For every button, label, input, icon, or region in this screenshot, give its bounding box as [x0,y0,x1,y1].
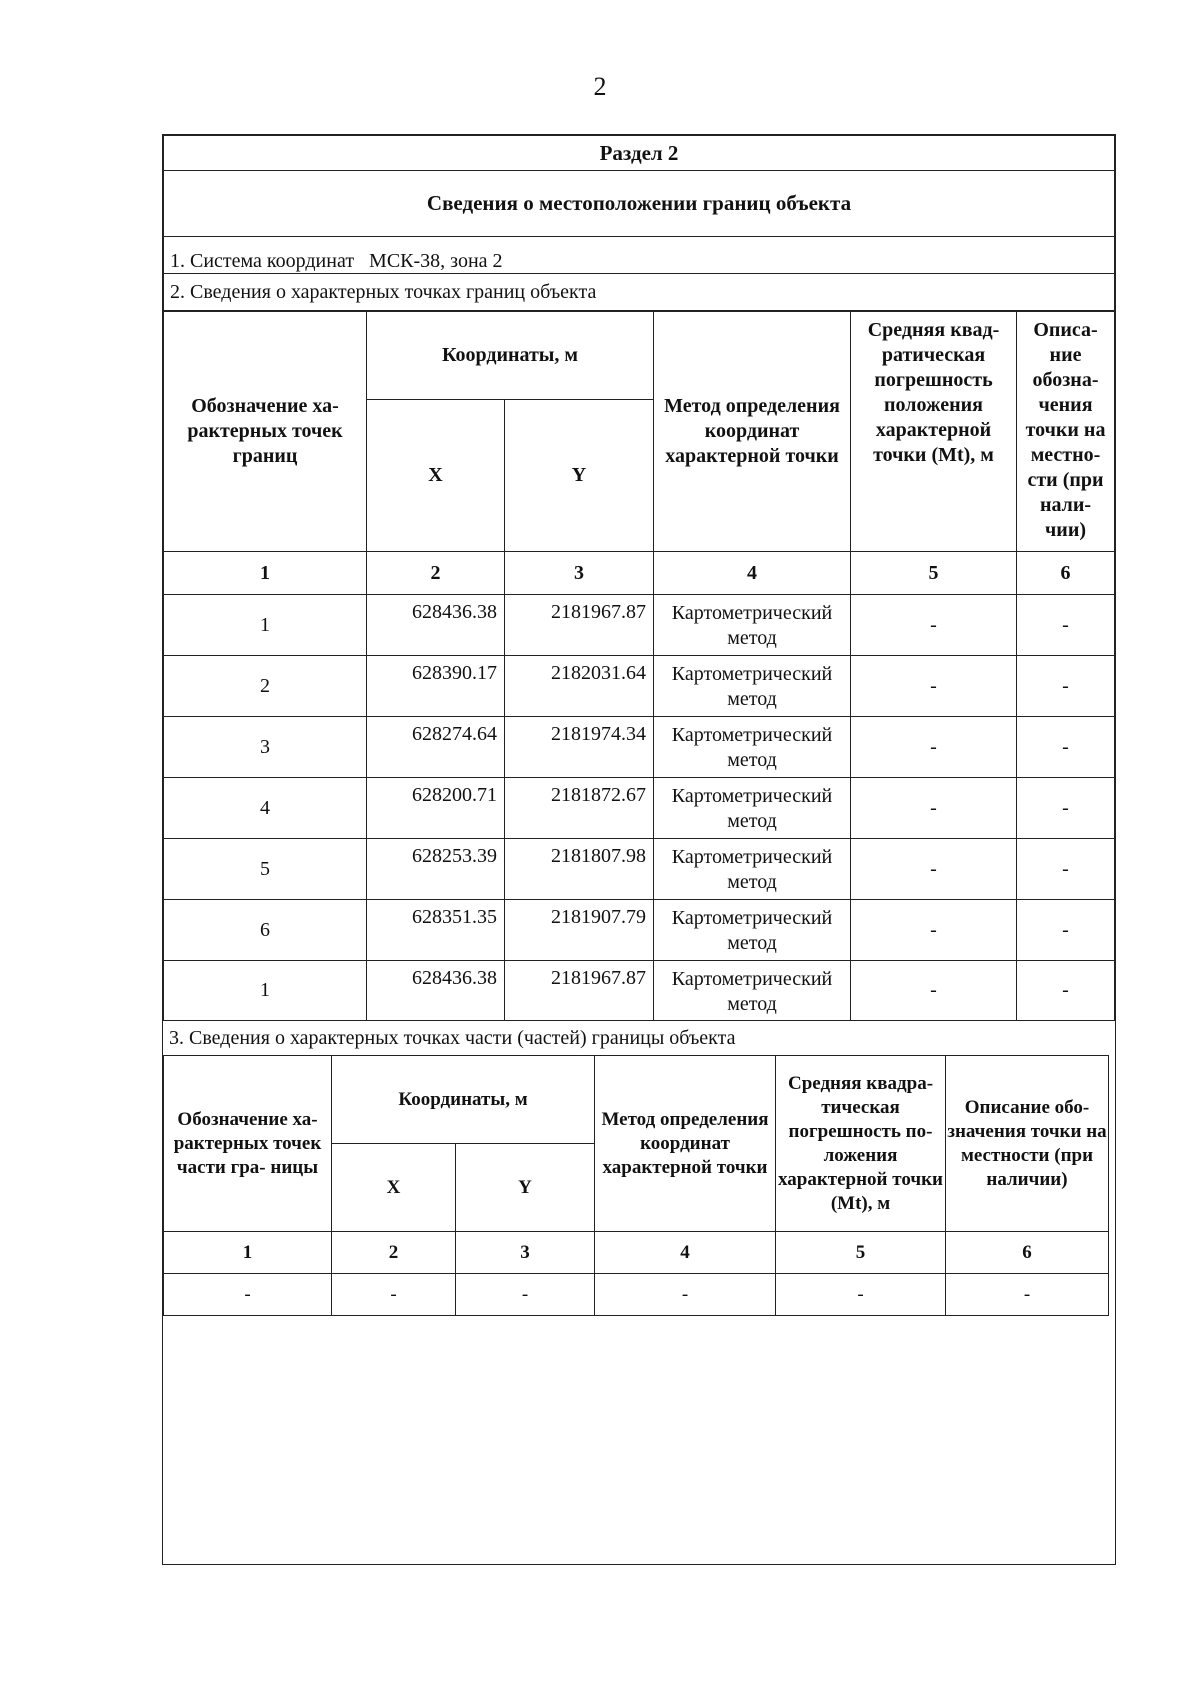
header-error: Средняя квадра- тическая погрешность по- ложения характерной точки (Mt), м [776,1056,946,1232]
y-coordinate: 2182031.64 [505,656,654,717]
point-id: 4 [164,778,367,839]
table-row [164,778,1115,839]
col-number: 1 [164,552,367,595]
part-points-table [163,1055,1109,1316]
cell-value: - [776,1274,946,1316]
x-coordinate: 628436.38 [367,961,505,1021]
coordinate-system: 1. Система координат МСК-38, зона 2 [164,237,1115,274]
point-id: 1 [164,961,367,1021]
x-coordinate: 628253.39 [367,839,505,900]
error: - [851,900,1017,961]
point-id: 2 [164,656,367,717]
part-points-title: 3. Сведения о характерных точках части (частей) границы объекта [169,1027,736,1049]
x-coordinate: 628390.17 [367,656,505,717]
error: - [851,961,1017,1021]
error: - [851,717,1017,778]
table-row [164,961,1115,1021]
x-coordinate: 628351.35 [367,900,505,961]
method: Картометрический метод [654,717,851,778]
y-coordinate: 2181974.34 [505,717,654,778]
cell-value: - [332,1274,456,1316]
error: - [851,839,1017,900]
header-description: Описание обо- значения точки на местности (при наличии) [946,1056,1109,1232]
table-row [164,839,1115,900]
cell-value: - [946,1274,1109,1316]
error: - [851,656,1017,717]
method: Картометрический метод [654,595,851,656]
points-title: 2. Сведения о характерных точках границ объекта [164,274,1115,311]
table-row [164,717,1115,778]
table-row [164,900,1115,961]
description: - [1017,595,1115,656]
header-method: Метод определения координат характерной точки [595,1056,776,1232]
col-number: 2 [367,552,505,595]
x-coordinate: 628200.71 [367,778,505,839]
boundary-points-table [163,311,1115,1021]
y-coordinate: 2181807.98 [505,839,654,900]
description: - [1017,900,1115,961]
section-title: Раздел 2 [164,136,1115,171]
description: - [1017,778,1115,839]
point-id: 6 [164,900,367,961]
col-number: 6 [1017,552,1115,595]
header-x: X [367,400,505,552]
col-number: 1 [164,1232,332,1274]
x-coordinate: 628274.64 [367,717,505,778]
empty-area [163,1316,1115,1525]
col-number: 4 [595,1232,776,1274]
y-coordinate: 2181967.87 [505,961,654,1021]
description: - [1017,839,1115,900]
y-coordinate: 2181907.79 [505,900,654,961]
header-coordinates: Координаты, м [332,1056,595,1144]
header-description: Описа- ние обозна- чения точки на местно- сти (при нали- чии) [1017,312,1115,552]
cell-value: - [456,1274,595,1316]
section-header-table [163,135,1115,311]
section-2-frame [162,134,1116,1565]
point-id: 1 [164,595,367,656]
method: Картометрический метод [654,900,851,961]
header-error: Средняя квад- ратическая погрешность положения характерной точки (Mt), м [851,312,1017,552]
header-y: Y [505,400,654,552]
col-number: 5 [851,552,1017,595]
col-number: 5 [776,1232,946,1274]
header-designation: Обозначение ха- рактерных точек части гра- ницы [164,1056,332,1232]
col-number: 6 [946,1232,1109,1274]
header-coordinates: Координаты, м [367,312,654,400]
header-designation: Обозначение ха- рактерных точек границ [164,312,367,552]
error: - [851,595,1017,656]
table-row [164,1274,1109,1316]
method: Картометрический метод [654,839,851,900]
y-coordinate: 2181967.87 [505,595,654,656]
y-coordinate: 2181872.67 [505,778,654,839]
point-id: 3 [164,717,367,778]
description: - [1017,656,1115,717]
col-number: 3 [456,1232,595,1274]
col-number: 2 [332,1232,456,1274]
header-method: Метод определения координат характерной точки [654,312,851,552]
header-x: X [332,1144,456,1232]
col-number: 3 [505,552,654,595]
error: - [851,778,1017,839]
cell-value: - [164,1274,332,1316]
method: Картометрический метод [654,778,851,839]
point-id: 5 [164,839,367,900]
table-row [164,656,1115,717]
x-coordinate: 628436.38 [367,595,505,656]
header-y: Y [456,1144,595,1232]
description: - [1017,961,1115,1021]
col-number: 4 [654,552,851,595]
cell-value: - [595,1274,776,1316]
description: - [1017,717,1115,778]
table-row [164,595,1115,656]
section-subtitle: Сведения о местоположении границ объекта [164,171,1115,237]
method: Картометрический метод [654,961,851,1021]
method: Картометрический метод [654,656,851,717]
page-number: 2 [593,72,607,101]
